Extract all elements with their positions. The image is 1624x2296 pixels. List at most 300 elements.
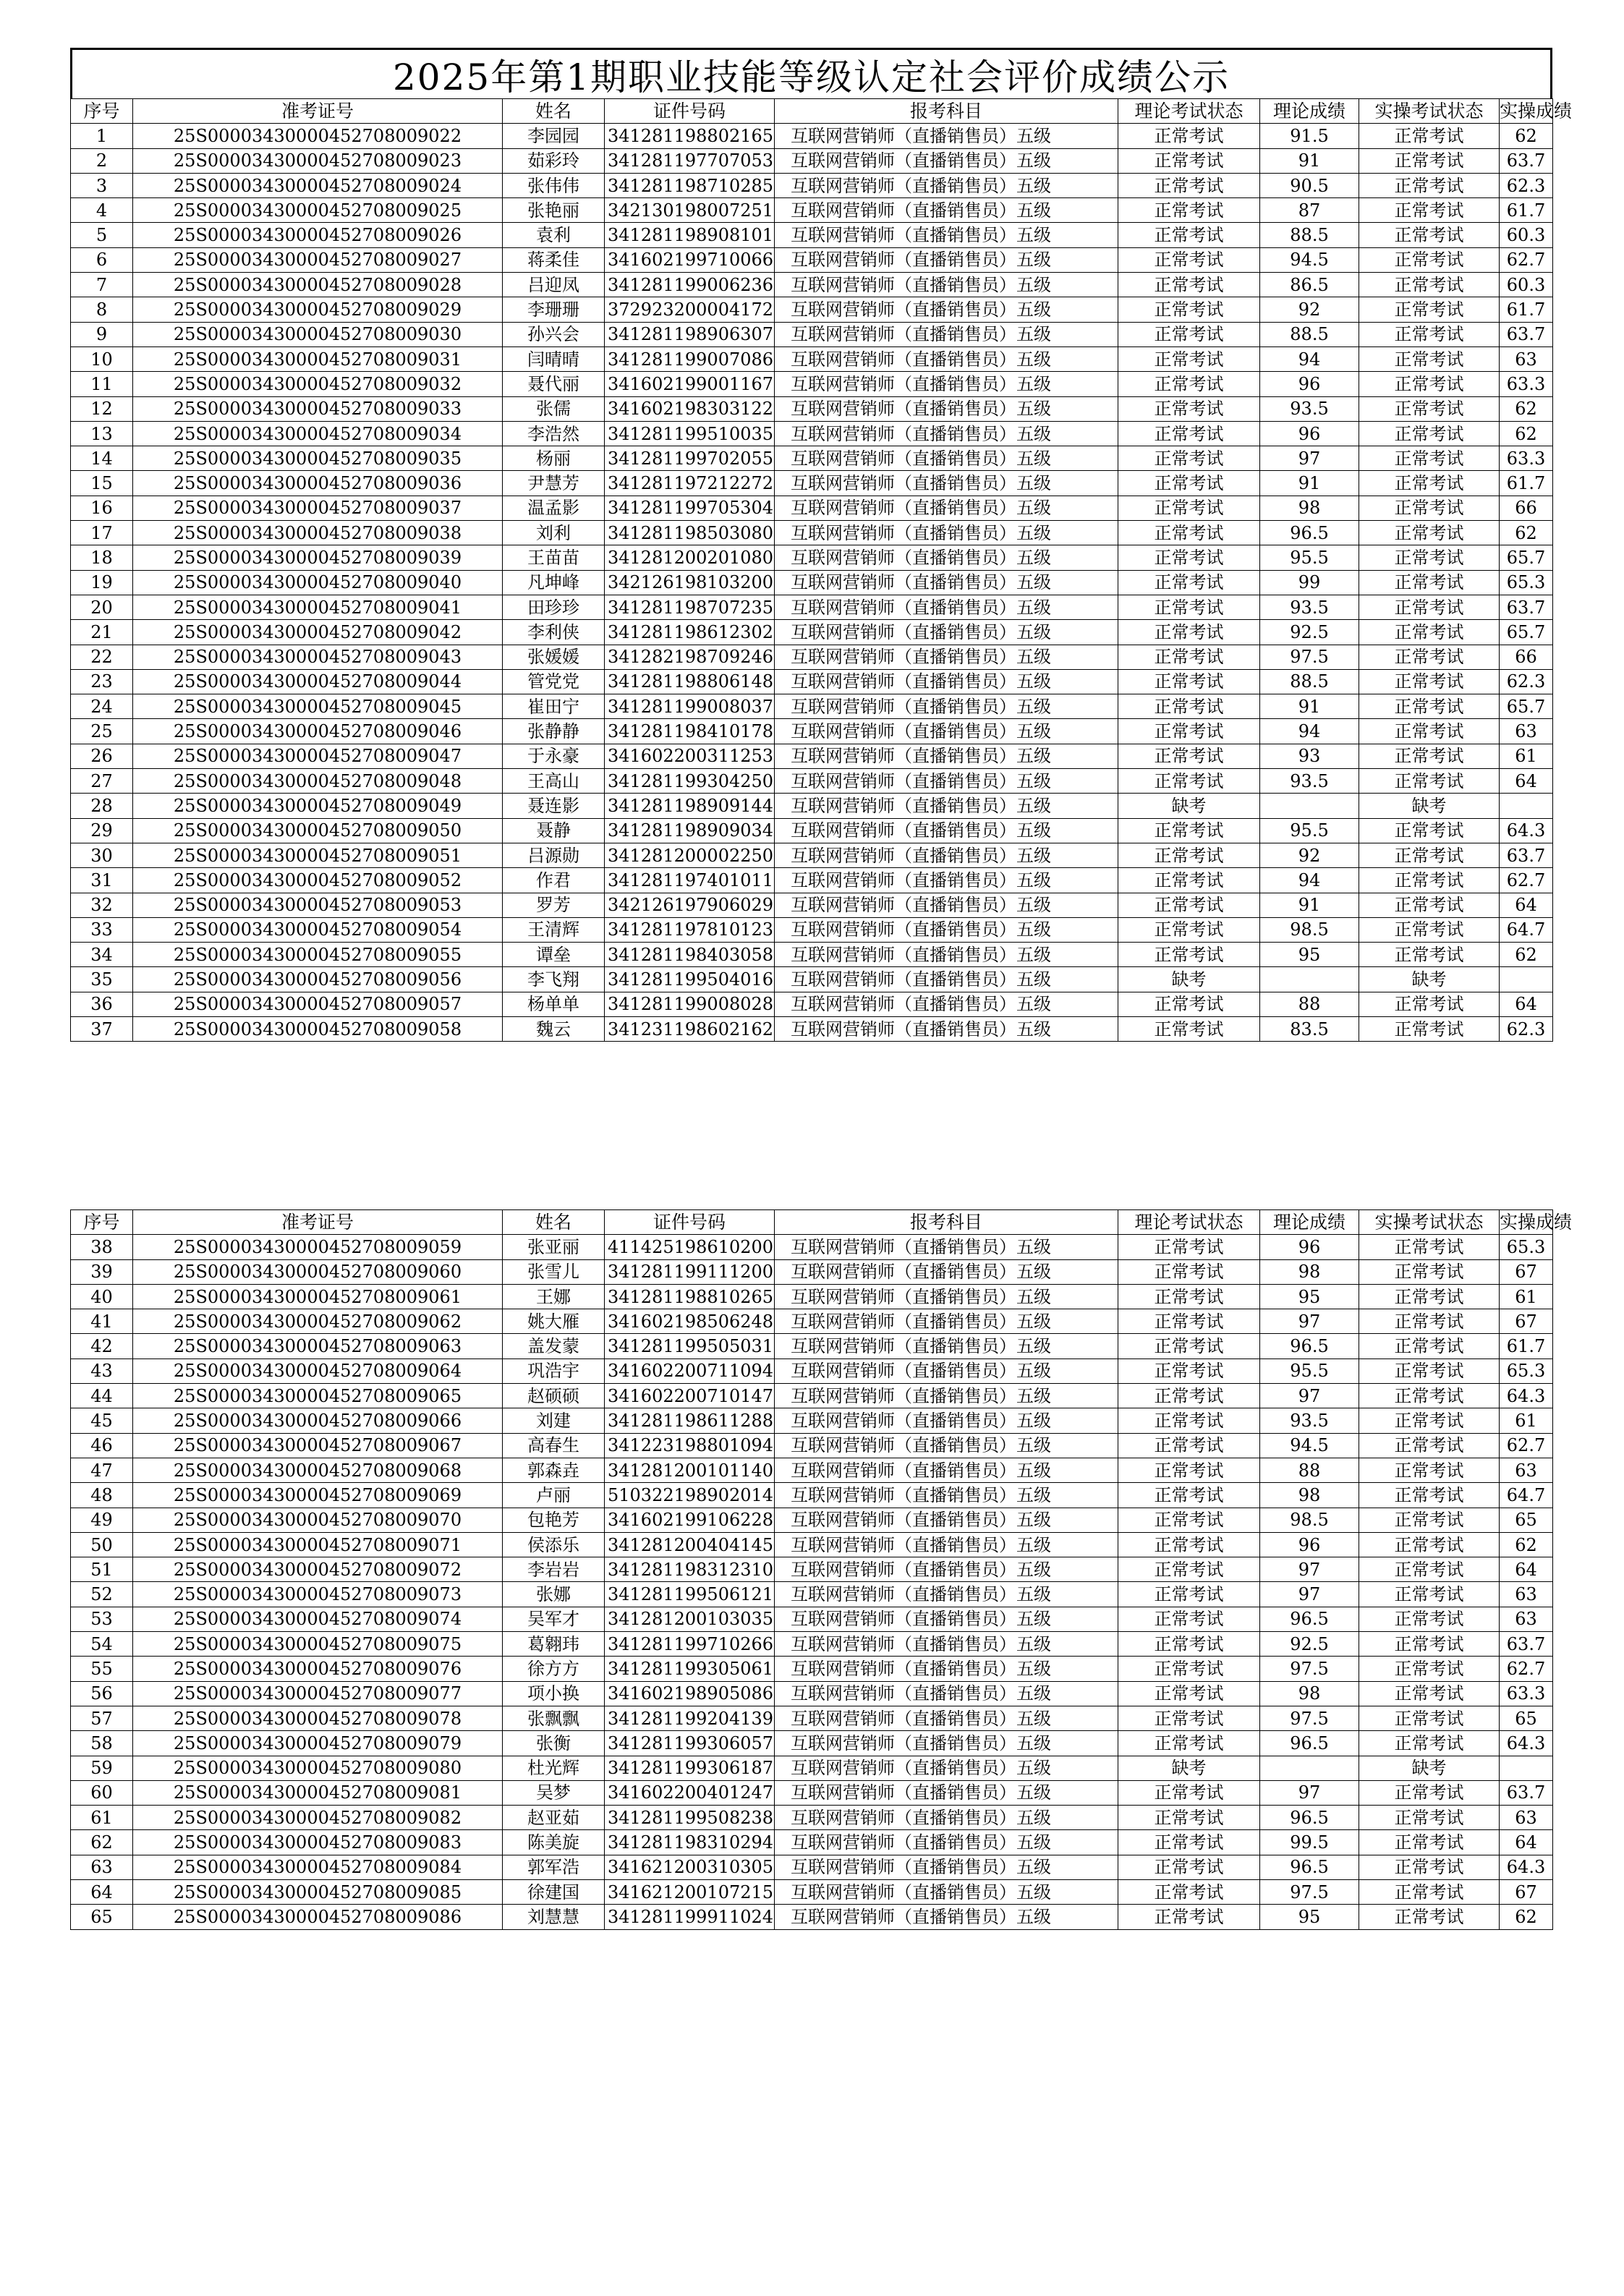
cell-theory-score: 95.5 (1260, 545, 1359, 570)
cell-practical-status: 正常考试 (1359, 273, 1500, 297)
cell-subject: 互联网营销师（直播销售员）五级 (775, 620, 1118, 645)
cell-subject: 互联网营销师（直播销售员）五级 (775, 273, 1118, 297)
cell-seq: 28 (71, 794, 133, 818)
cell-id-number: 341281199710266 (605, 1632, 775, 1657)
cell-theory-score: 90.5 (1260, 173, 1359, 197)
cell-name: 吴军才 (503, 1607, 605, 1631)
cell-seq: 42 (71, 1334, 133, 1359)
cell-id-number: 341602198506248 (605, 1309, 775, 1334)
cell-practical-status: 正常考试 (1359, 1483, 1500, 1508)
table-row (71, 570, 1553, 595)
table-row (71, 794, 1553, 818)
cell-theory-status: 正常考试 (1118, 917, 1260, 942)
cell-subject: 互联网营销师（直播销售员）五级 (775, 322, 1118, 346)
cell-practical-score: 64.7 (1500, 917, 1553, 942)
cell-id-number: 341281198312310 (605, 1557, 775, 1582)
cell-theory-status: 正常考试 (1118, 1284, 1260, 1309)
cell-theory-status: 正常考试 (1118, 1433, 1260, 1458)
table-row (71, 273, 1553, 297)
cell-name: 陈美旋 (503, 1830, 605, 1855)
cell-practical-score: 65.3 (1500, 1359, 1553, 1383)
cell-practical-score: 64 (1500, 1830, 1553, 1855)
cell-practical-status: 正常考试 (1359, 1359, 1500, 1383)
cell-practical-status: 正常考试 (1359, 1905, 1500, 1929)
cell-theory-score: 83.5 (1260, 1016, 1359, 1041)
cell-id-number: 341281199506121 (605, 1582, 775, 1607)
cell-exam-id: 25S00003430000452708009048 (133, 769, 503, 794)
cell-practical-status: 正常考试 (1359, 1830, 1500, 1855)
table-row (71, 247, 1553, 272)
cell-subject: 互联网营销师（直播销售员）五级 (775, 570, 1118, 595)
cell-practical-status: 正常考试 (1359, 421, 1500, 446)
table-row (71, 1905, 1553, 1929)
cell-name: 李岩岩 (503, 1557, 605, 1582)
cell-exam-id: 25S00003430000452708009034 (133, 421, 503, 446)
cell-exam-id: 25S00003430000452708009036 (133, 471, 503, 496)
cell-theory-score: 91 (1260, 148, 1359, 173)
table-row (71, 992, 1553, 1016)
header-practical-status: 实操考试状态 (1359, 1210, 1500, 1235)
cell-exam-id: 25S00003430000452708009035 (133, 446, 503, 471)
cell-subject: 互联网营销师（直播销售员）五级 (775, 1657, 1118, 1681)
table-row (71, 1806, 1553, 1830)
cell-theory-status: 正常考试 (1118, 372, 1260, 396)
cell-id-number: 341602199710066 (605, 247, 775, 272)
cell-subject: 互联网营销师（直播销售员）五级 (775, 1780, 1118, 1805)
cell-name: 罗芳 (503, 893, 605, 917)
cell-name: 张飘飘 (503, 1706, 605, 1730)
cell-subject: 互联网营销师（直播销售员）五级 (775, 396, 1118, 421)
table-row (71, 1408, 1553, 1433)
cell-exam-id: 25S00003430000452708009047 (133, 744, 503, 768)
header-theory-score: 理论成绩 (1260, 99, 1359, 124)
table-row (71, 1780, 1553, 1805)
cell-exam-id: 25S00003430000452708009057 (133, 992, 503, 1016)
cell-practical-score: 61.7 (1500, 297, 1553, 322)
cell-seq: 3 (71, 173, 133, 197)
cell-exam-id: 25S00003430000452708009073 (133, 1582, 503, 1607)
cell-subject: 互联网营销师（直播销售员）五级 (775, 1706, 1118, 1730)
cell-practical-status: 缺考 (1359, 794, 1500, 818)
cell-seq: 16 (71, 496, 133, 520)
table-row (71, 1706, 1553, 1730)
cell-theory-status: 正常考试 (1118, 346, 1260, 371)
cell-id-number: 341281197810123 (605, 917, 775, 942)
cell-exam-id: 25S00003430000452708009072 (133, 1557, 503, 1582)
cell-practical-score: 65.7 (1500, 545, 1553, 570)
cell-subject: 互联网营销师（直播销售员）五级 (775, 645, 1118, 669)
cell-subject: 互联网营销师（直播销售员）五级 (775, 1557, 1118, 1582)
cell-id-number: 341281199306187 (605, 1756, 775, 1780)
table-row (71, 1359, 1553, 1383)
cell-practical-status: 正常考试 (1359, 645, 1500, 669)
cell-theory-status: 正常考试 (1118, 446, 1260, 471)
cell-name: 张静静 (503, 719, 605, 744)
cell-name: 张亚丽 (503, 1235, 605, 1259)
table-row (71, 1508, 1553, 1532)
cell-subject: 互联网营销师（直播销售员）五级 (775, 843, 1118, 867)
cell-theory-status: 正常考试 (1118, 421, 1260, 446)
cell-id-number: 341281199204139 (605, 1706, 775, 1730)
cell-theory-score: 92.5 (1260, 620, 1359, 645)
cell-id-number: 341281199705304 (605, 496, 775, 520)
cell-name: 吕迎凤 (503, 273, 605, 297)
cell-exam-id: 25S00003430000452708009067 (133, 1433, 503, 1458)
cell-practical-score: 65.7 (1500, 694, 1553, 719)
cell-exam-id: 25S00003430000452708009079 (133, 1731, 503, 1756)
cell-seq: 58 (71, 1731, 133, 1756)
cell-theory-status: 正常考试 (1118, 1458, 1260, 1482)
cell-practical-score: 65.3 (1500, 1235, 1553, 1259)
cell-id-number: 342130198007251 (605, 198, 775, 223)
cell-theory-score: 96.5 (1260, 521, 1359, 545)
cell-seq: 17 (71, 521, 133, 545)
cell-seq: 56 (71, 1681, 133, 1706)
cell-practical-status: 正常考试 (1359, 917, 1500, 942)
cell-name: 李利侠 (503, 620, 605, 645)
cell-seq: 60 (71, 1780, 133, 1805)
cell-id-number: 341621200310305 (605, 1855, 775, 1879)
cell-id-number: 341281199008037 (605, 694, 775, 719)
cell-theory-score: 91 (1260, 471, 1359, 496)
cell-seq: 27 (71, 769, 133, 794)
cell-seq: 44 (71, 1384, 133, 1408)
cell-practical-status: 正常考试 (1359, 1607, 1500, 1631)
cell-theory-score: 97 (1260, 1780, 1359, 1805)
cell-name: 郭森垚 (503, 1458, 605, 1482)
cell-practical-score: 67 (1500, 1880, 1553, 1905)
cell-theory-score: 91.5 (1260, 124, 1359, 148)
cell-practical-status: 正常考试 (1359, 1880, 1500, 1905)
cell-practical-status: 正常考试 (1359, 669, 1500, 694)
cell-id-number: 341281198310294 (605, 1830, 775, 1855)
cell-theory-status: 正常考试 (1118, 818, 1260, 843)
cell-id-number: 341281198909144 (605, 794, 775, 818)
score-table-part-2 (70, 1209, 1573, 1930)
cell-id-number: 341281199305061 (605, 1657, 775, 1681)
cell-name: 闫晴晴 (503, 346, 605, 371)
cell-id-number: 341281198908101 (605, 223, 775, 247)
cell-practical-score: 65.7 (1500, 620, 1553, 645)
cell-exam-id: 25S00003430000452708009064 (133, 1359, 503, 1383)
score-sheet-part-1 (70, 48, 1573, 1042)
cell-name: 刘慧慧 (503, 1905, 605, 1929)
cell-exam-id: 25S00003430000452708009065 (133, 1384, 503, 1408)
cell-practical-score: 65 (1500, 1508, 1553, 1532)
cell-theory-status: 正常考试 (1118, 1508, 1260, 1532)
table-row (71, 173, 1553, 197)
cell-theory-score: 88.5 (1260, 322, 1359, 346)
cell-exam-id: 25S00003430000452708009060 (133, 1259, 503, 1284)
cell-practical-score: 60.3 (1500, 273, 1553, 297)
cell-subject: 互联网营销师（直播销售员）五级 (775, 1309, 1118, 1334)
cell-id-number: 341281199911024 (605, 1905, 775, 1929)
cell-exam-id: 25S00003430000452708009052 (133, 868, 503, 893)
header-name: 姓名 (503, 1210, 605, 1235)
cell-practical-score (1500, 794, 1553, 818)
table-row (71, 1657, 1553, 1681)
cell-name: 郭军浩 (503, 1855, 605, 1879)
cell-seq: 12 (71, 396, 133, 421)
table-row (71, 669, 1553, 694)
cell-practical-score: 62 (1500, 396, 1553, 421)
cell-theory-score: 93.5 (1260, 1408, 1359, 1433)
cell-theory-score: 96.5 (1260, 1731, 1359, 1756)
cell-subject: 互联网营销师（直播销售员）五级 (775, 124, 1118, 148)
cell-seq: 4 (71, 198, 133, 223)
cell-theory-status: 正常考试 (1118, 1681, 1260, 1706)
table-row (71, 1557, 1553, 1582)
cell-practical-status: 正常考试 (1359, 223, 1500, 247)
table-row (71, 1880, 1553, 1905)
cell-seq: 25 (71, 719, 133, 744)
table-row (71, 620, 1553, 645)
cell-subject: 互联网营销师（直播销售员）五级 (775, 346, 1118, 371)
cell-exam-id: 25S00003430000452708009085 (133, 1880, 503, 1905)
table-row (71, 1309, 1553, 1334)
cell-practical-score: 66 (1500, 645, 1553, 669)
cell-practical-status: 正常考试 (1359, 471, 1500, 496)
table-row (71, 744, 1553, 768)
cell-subject: 互联网营销师（直播销售员）五级 (775, 1508, 1118, 1532)
cell-exam-id: 25S00003430000452708009030 (133, 322, 503, 346)
table-row (71, 1855, 1553, 1879)
cell-theory-score (1260, 967, 1359, 992)
cell-theory-status: 正常考试 (1118, 396, 1260, 421)
cell-seq: 36 (71, 992, 133, 1016)
cell-theory-score: 99.5 (1260, 1830, 1359, 1855)
cell-practical-status: 正常考试 (1359, 521, 1500, 545)
cell-name: 凡坤峰 (503, 570, 605, 595)
cell-seq: 8 (71, 297, 133, 322)
cell-id-number: 341281200201080 (605, 545, 775, 570)
cell-seq: 55 (71, 1657, 133, 1681)
header-practical-status: 实操考试状态 (1359, 99, 1500, 124)
cell-theory-score: 92 (1260, 843, 1359, 867)
cell-exam-id: 25S00003430000452708009041 (133, 595, 503, 619)
cell-seq: 20 (71, 595, 133, 619)
cell-practical-status: 正常考试 (1359, 545, 1500, 570)
cell-practical-score: 64.3 (1500, 1384, 1553, 1408)
cell-id-number: 510322198902014 (605, 1483, 775, 1508)
cell-practical-status: 正常考试 (1359, 595, 1500, 619)
cell-subject: 互联网营销师（直播销售员）五级 (775, 1731, 1118, 1756)
cell-subject: 互联网营销师（直播销售员）五级 (775, 1632, 1118, 1657)
table-row (71, 372, 1553, 396)
cell-name: 王娜 (503, 1284, 605, 1309)
cell-theory-score: 96.5 (1260, 1607, 1359, 1631)
cell-exam-id: 25S00003430000452708009081 (133, 1780, 503, 1805)
cell-theory-score: 98 (1260, 496, 1359, 520)
cell-seq: 38 (71, 1235, 133, 1259)
table-row (71, 1334, 1553, 1359)
cell-exam-id: 25S00003430000452708009084 (133, 1855, 503, 1879)
cell-name: 魏云 (503, 1016, 605, 1041)
cell-seq: 23 (71, 669, 133, 694)
cell-name: 温孟影 (503, 496, 605, 520)
cell-name: 盖发蒙 (503, 1334, 605, 1359)
cell-name: 王苗苗 (503, 545, 605, 570)
cell-practical-status: 正常考试 (1359, 769, 1500, 794)
cell-id-number: 341281200404145 (605, 1532, 775, 1557)
header-seq: 序号 (71, 1210, 133, 1235)
cell-theory-score: 93.5 (1260, 769, 1359, 794)
cell-practical-score: 62 (1500, 124, 1553, 148)
cell-id-number: 341281199702055 (605, 446, 775, 471)
cell-subject: 互联网营销师（直播销售员）五级 (775, 1408, 1118, 1433)
cell-practical-status: 正常考试 (1359, 1433, 1500, 1458)
table-row (71, 297, 1553, 322)
cell-theory-status: 正常考试 (1118, 620, 1260, 645)
cell-seq: 64 (71, 1880, 133, 1905)
cell-name: 管党党 (503, 669, 605, 694)
table-row (71, 1458, 1553, 1482)
score-sheet-part-2 (70, 1209, 1573, 1930)
cell-name: 姚大雁 (503, 1309, 605, 1334)
cell-practical-status: 正常考试 (1359, 744, 1500, 768)
cell-theory-status: 正常考试 (1118, 1532, 1260, 1557)
cell-theory-score: 98 (1260, 1483, 1359, 1508)
cell-id-number: 341281198611288 (605, 1408, 775, 1433)
table-row (71, 893, 1553, 917)
cell-theory-status: 缺考 (1118, 794, 1260, 818)
cell-id-number: 341281199508238 (605, 1806, 775, 1830)
cell-exam-id: 25S00003430000452708009083 (133, 1830, 503, 1855)
cell-name: 张儒 (503, 396, 605, 421)
cell-subject: 互联网营销师（直播销售员）五级 (775, 1905, 1118, 1929)
cell-theory-score: 97 (1260, 1582, 1359, 1607)
cell-exam-id: 25S00003430000452708009053 (133, 893, 503, 917)
cell-practical-score: 64 (1500, 769, 1553, 794)
cell-theory-score: 96.5 (1260, 1806, 1359, 1830)
cell-subject: 互联网营销师（直播销售员）五级 (775, 1334, 1118, 1359)
cell-practical-status: 正常考试 (1359, 1681, 1500, 1706)
cell-theory-status: 正常考试 (1118, 1706, 1260, 1730)
cell-practical-status: 正常考试 (1359, 1706, 1500, 1730)
cell-id-number: 341621200107215 (605, 1880, 775, 1905)
table-row (71, 322, 1553, 346)
cell-theory-score: 94 (1260, 719, 1359, 744)
cell-name: 孙兴会 (503, 322, 605, 346)
cell-theory-score: 92 (1260, 297, 1359, 322)
cell-practical-status: 正常考试 (1359, 446, 1500, 471)
cell-exam-id: 25S00003430000452708009033 (133, 396, 503, 421)
cell-id-number: 342126198103200 (605, 570, 775, 595)
cell-id-number: 341281198612302 (605, 620, 775, 645)
cell-name: 李浩然 (503, 421, 605, 446)
cell-id-number: 341281197212272 (605, 471, 775, 496)
cell-theory-status: 正常考试 (1118, 322, 1260, 346)
cell-seq: 18 (71, 545, 133, 570)
cell-exam-id: 25S00003430000452708009045 (133, 694, 503, 719)
cell-id-number: 341231198602162 (605, 1016, 775, 1041)
cell-theory-score: 87 (1260, 198, 1359, 223)
cell-theory-score: 93.5 (1260, 396, 1359, 421)
cell-practical-status: 正常考试 (1359, 1731, 1500, 1756)
table-row (71, 1235, 1553, 1259)
cell-subject: 互联网营销师（直播销售员）五级 (775, 1880, 1118, 1905)
cell-theory-score: 94 (1260, 346, 1359, 371)
cell-name: 崔田宁 (503, 694, 605, 719)
cell-exam-id: 25S00003430000452708009037 (133, 496, 503, 520)
cell-seq: 52 (71, 1582, 133, 1607)
table-row (71, 868, 1553, 893)
cell-theory-status: 正常考试 (1118, 1731, 1260, 1756)
cell-seq: 6 (71, 247, 133, 272)
cell-practical-status: 正常考试 (1359, 322, 1500, 346)
cell-id-number: 341281199306057 (605, 1731, 775, 1756)
cell-id-number: 341602199001167 (605, 372, 775, 396)
table-row (71, 1830, 1553, 1855)
cell-exam-id: 25S00003430000452708009082 (133, 1806, 503, 1830)
cell-subject: 互联网营销师（直播销售员）五级 (775, 1284, 1118, 1309)
cell-subject: 互联网营销师（直播销售员）五级 (775, 893, 1118, 917)
cell-seq: 33 (71, 917, 133, 942)
cell-practical-score: 63 (1500, 1607, 1553, 1631)
cell-practical-score: 61.7 (1500, 471, 1553, 496)
cell-subject: 互联网营销师（直播销售员）五级 (775, 198, 1118, 223)
cell-exam-id: 25S00003430000452708009040 (133, 570, 503, 595)
cell-subject: 互联网营销师（直播销售员）五级 (775, 1359, 1118, 1383)
cell-exam-id: 25S00003430000452708009022 (133, 124, 503, 148)
cell-theory-score: 97.5 (1260, 1880, 1359, 1905)
cell-name: 李园园 (503, 124, 605, 148)
cell-practical-score: 64 (1500, 1557, 1553, 1582)
cell-name: 田珍珍 (503, 595, 605, 619)
cell-exam-id: 25S00003430000452708009055 (133, 943, 503, 967)
table-row (71, 1016, 1553, 1041)
cell-practical-status: 正常考试 (1359, 943, 1500, 967)
table-row (71, 545, 1553, 570)
cell-name: 李飞翔 (503, 967, 605, 992)
cell-practical-status: 正常考试 (1359, 1582, 1500, 1607)
cell-seq: 21 (71, 620, 133, 645)
cell-theory-status: 正常考试 (1118, 669, 1260, 694)
cell-exam-id: 25S00003430000452708009077 (133, 1681, 503, 1706)
cell-practical-status: 正常考试 (1359, 297, 1500, 322)
cell-practical-status: 正常考试 (1359, 1806, 1500, 1830)
page-title: 2025年第1期职业技能等级认定社会评价成绩公示 (70, 48, 1552, 98)
cell-name: 于永豪 (503, 744, 605, 768)
header-id-number: 证件号码 (605, 99, 775, 124)
cell-practical-score: 63.7 (1500, 1632, 1553, 1657)
cell-subject: 互联网营销师（直播销售员）五级 (775, 868, 1118, 893)
cell-practical-status: 正常考试 (1359, 173, 1500, 197)
cell-exam-id: 25S00003430000452708009058 (133, 1016, 503, 1041)
cell-theory-status: 正常考试 (1118, 1657, 1260, 1681)
cell-practical-status: 正常考试 (1359, 1259, 1500, 1284)
cell-exam-id: 25S00003430000452708009069 (133, 1483, 503, 1508)
table-row (71, 521, 1553, 545)
cell-name: 卢丽 (503, 1483, 605, 1508)
cell-subject: 互联网营销师（直播销售员）五级 (775, 545, 1118, 570)
cell-seq: 10 (71, 346, 133, 371)
cell-theory-status: 正常考试 (1118, 273, 1260, 297)
cell-exam-id: 25S00003430000452708009042 (133, 620, 503, 645)
cell-subject: 互联网营销师（直播销售员）五级 (775, 595, 1118, 619)
table-row (71, 124, 1553, 148)
cell-exam-id: 25S00003430000452708009078 (133, 1706, 503, 1730)
cell-theory-status: 正常考试 (1118, 769, 1260, 794)
cell-theory-score: 95 (1260, 1284, 1359, 1309)
cell-name: 葛翱玮 (503, 1632, 605, 1657)
table-row (71, 1433, 1553, 1458)
cell-practical-score: 63 (1500, 1806, 1553, 1830)
cell-practical-status: 正常考试 (1359, 843, 1500, 867)
cell-practical-status: 正常考试 (1359, 818, 1500, 843)
header-subject: 报考科目 (775, 99, 1118, 124)
cell-theory-status: 正常考试 (1118, 719, 1260, 744)
